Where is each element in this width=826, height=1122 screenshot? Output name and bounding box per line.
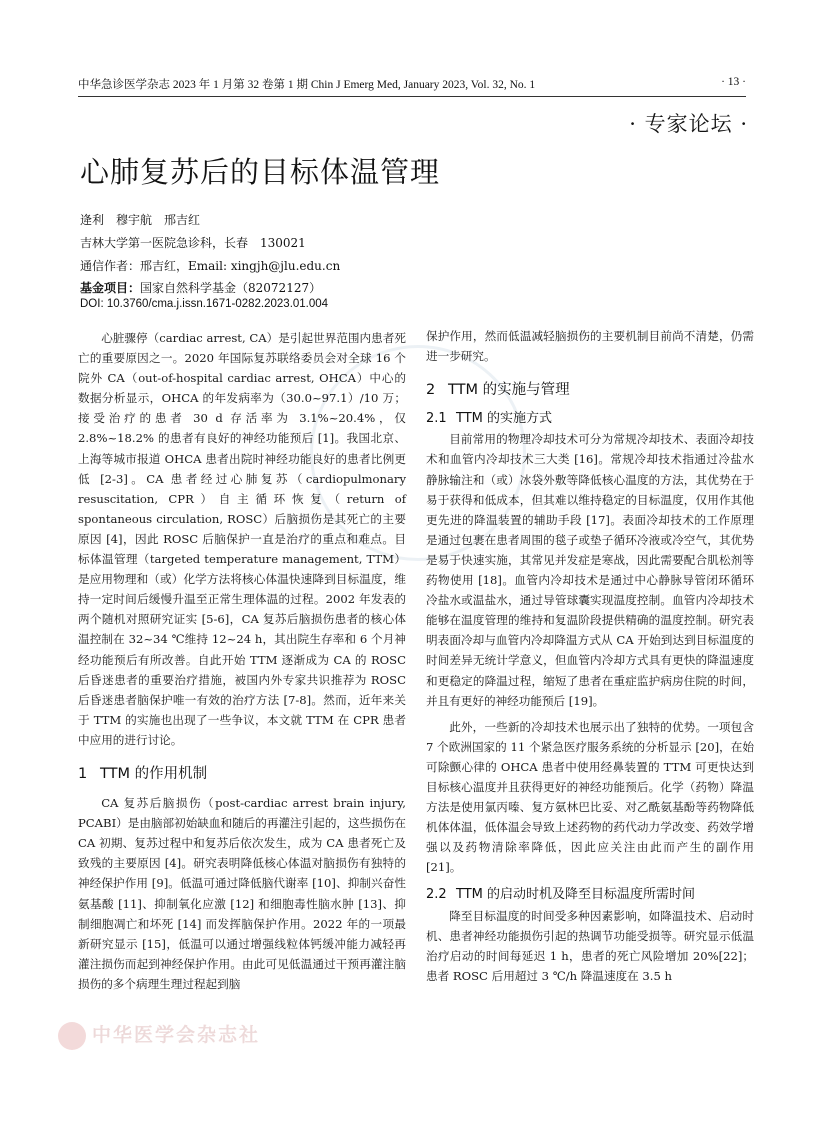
- subsection-heading-2-2: [426, 885, 754, 905]
- section-title: TTM 的作用机制: [100, 765, 208, 782]
- authors: 逄利 穆宇航 邢吉红: [80, 213, 201, 227]
- subsection-title: TTM 的实施方式: [456, 411, 553, 427]
- subsection-heading-2-1: [426, 409, 754, 429]
- section-heading-1: [78, 764, 406, 784]
- paragraph-continued: 保护作用，然而低温减轻脑损伤的主要机制目前尚不清楚，仍需进一步研究。: [426, 329, 754, 364]
- affiliation: 吉林大学第一医院急诊科，长春 130021: [80, 236, 306, 250]
- subsection-number: 2.1: [426, 411, 447, 427]
- publisher-watermark-logo: [58, 1020, 260, 1050]
- paragraph-cooling-methods: 目前常用的物理冷却技术可分为常规冷却技术、表面冷却技术和血管内冷却技术三大类 [16]。常规冷却技术指通过冷盐水静脉输注和（或）冰袋外敷等降低核心温度的方法，其优势在于易于获得和低成本，但其难以维持稳定的目标温度，仅用作其他更先进的降温装置的辅助手段 [17]。表面冷却技术的工作原理是通过包裹在患者周围的毯子或垫子循环冷液或冷空气，其优势是易于快速实施，其常见并发症是寒战，因此需要配合肌松剂等药物使用 [18]。血管内冷却技术是通过中心静脉导管闭环循环冷盐水或温盐水，通过导管球囊实现温度控制。血管内冷却技术能够在温度管理的维持和复温阶段提供精确的温度控制。研究表明表面冷却与血管内冷却降温方式从 CA 开始到达到目标温度的时间差异无统计学意义，但血管内冷却方式具有更快的降温速度和更稳定的降温过程，缩短了患者在重症监护病房住院的时间，并且有更好的神经功能预后 [19]。: [426, 432, 754, 708]
- article-title: 心肺复苏后的目标体温管理: [80, 155, 441, 189]
- paragraph-timing: 降至目标温度的时间受多种因素影响，如降温技术、启动时机、患者神经功能损伤引起的热调节功能受损等。研究显示低温治疗启动的时间每延迟 1 h，患者的死亡风险增加 20%[22]；患者 ROSC 后用超过 3 ℃/h 降温速度在 3.5 h: [426, 908, 754, 983]
- funding-label: 基金项目：: [80, 281, 141, 295]
- subsection-title: TTM 的启动时机及降至目标温度所需时间: [456, 887, 696, 903]
- subsection-number: 2.2: [426, 887, 447, 903]
- journal-citation: 中华急诊医学杂志 2023 年 1 月第 32 卷第 1 期 Chin J Emerg Med, January 2023, Vol. 32, No. 1: [78, 79, 536, 91]
- section-number: 1: [78, 765, 88, 782]
- funding-text: 国家自然科学基金（82072127）: [140, 281, 322, 295]
- publisher-watermark-text: 中华医学会杂志社: [92, 1024, 261, 1046]
- section-heading-2: [426, 380, 754, 400]
- funding: [80, 279, 321, 296]
- header-rule: [78, 96, 746, 97]
- section-title: TTM 的实施与管理: [448, 382, 570, 399]
- right-column: [426, 326, 754, 986]
- section-number: 2: [426, 382, 436, 399]
- doi: DOI: 10.3760/cma.j.issn.1671-0282.2023.01.004: [80, 298, 329, 310]
- running-header: [78, 76, 746, 92]
- left-column: [78, 328, 406, 994]
- column-tag: · 专家论坛 ·: [629, 112, 748, 136]
- page-number: · 13 ·: [721, 76, 746, 88]
- paragraph-new-techniques: 此外，一些新的冷却技术也展示出了独特的优势。一项包含 7 个欧洲国家的 11 个紧急医疗服务系统的分析显示 [20]，在始可除颤心律的 OHCA 患者中使用经鼻装置的 TTM 可更快达到目标核心温度并且获得更好的神经功能预后。化学（药物）降温方法是使用氯丙嗪、复方氨林巴比妥、对乙酰氨基酚等药物降低机体体温，低体温会导致上述药物的药代动力学改变、药效学增强以及药物清除率降低，因此应关注由此而产生的副作用 [21]。: [426, 719, 754, 875]
- publisher-logo-icon: [58, 1022, 86, 1050]
- correspondence: 通信作者：邢吉红，Email: xingjh@jlu.edu.cn: [80, 259, 341, 273]
- paragraph-mechanism: CA 复苏后脑损伤（post-cardiac arrest brain injury, PCABI）是由脑部初始缺血和随后的再灌注引起的，这些损伤在 CA 初期、复苏过程中和复苏后依次发生，成为 CA 患者死亡及致残的主要原因 [4]。研究表明降低核心体温对脑损伤有独特的神经保护作用 [9]。低温可通过降低脑代谢率 [10]、抑制兴奋性氨基酸 [11]、抑制氧化应激 [12] 和细胞毒性脑水肿 [13]、抑制细胞凋亡和坏死 [14] 而发挥脑保护作用。2022 年的一项最新研究显示 [15]，低温可以通过增强线粒体钙缓冲能力减轻再灌注损伤而起到神经保护作用。由此可见低温通过干预再灌注脑损伤的多个病理生理过程起到脑: [78, 796, 406, 991]
- paragraph-intro: 心脏骤停（cardiac arrest, CA）是引起世界范围内患者死亡的重要原因之一。2020 年国际复苏联络委员会对全球 16 个院外 CA（out-of-hospital cardiac arrest, OHCA）中心的数据分析显示，OHCA 的年发病率为（30.0~97.1）/10 万；接受治疗的患者 30 d 存活率为 3.1%~20.4%，仅 2.8%~18.2% 的患者有良好的神经功能预后 [1]。我国北京、上海等城市报道 OHCA 患者出院时神经功能良好的患者比例更低 [2-3]。CA 患者经过心肺复苏（cardiopulmonary resuscitation, CPR）自主循环恢复（return of spontaneous circulation, ROSC）后脑损伤是其死亡的主要原因 [4]，因此 ROSC 后脑保护一直是治疗的重点和难点。目标体温管理（targeted temperature management, TTM）是应用物理和（或）化学方法将核心体温快速降到目标温度，维持一定时间后缓慢升温至正常生理体温的过程。2002 年发表的两个随机对照研究证实 [5-6]，CA 复苏后脑损伤患者的核心体温控制在 32~34 ℃维持 12~24 h，其出院生存率和 6 个月神经功能预后有所改善。自此开始 TTM 逐渐成为 CA 的 ROSC 后昏迷患者的重要治疗措施，被国内外专家共识推荐为 ROSC 后昏迷患者脑保护唯一有效的治疗方法 [7-8]。然而，近年来关于 TTM 的实施也出现了一些争议，本文就 TTM 在 CPR 患者中应用的进行讨论。: [78, 331, 406, 747]
